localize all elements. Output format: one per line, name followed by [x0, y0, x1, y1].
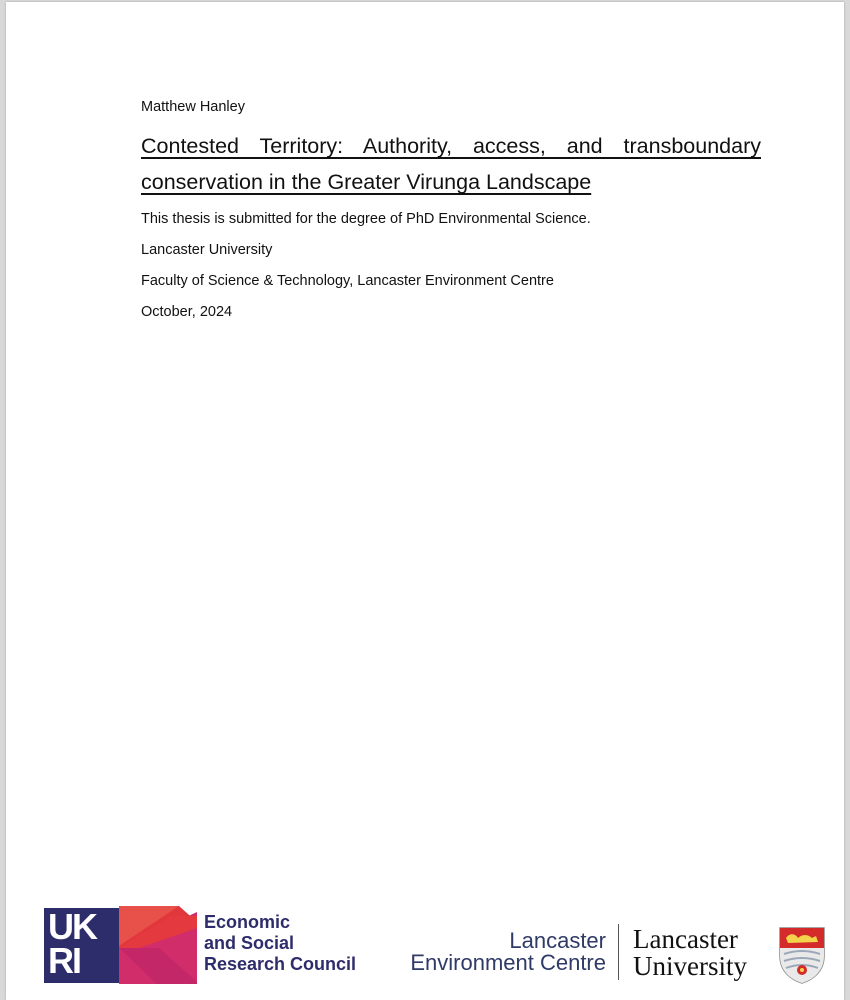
- esrc-logo-text: [204, 912, 356, 975]
- lancaster-university-logo-text: [633, 926, 747, 980]
- lec-line2: Environment Centre: [410, 950, 606, 975]
- lu-line2: University: [633, 951, 747, 981]
- title-page-text: [141, 98, 761, 334]
- thesis-title: Contested Territory: Authority, access, and transboundary conservation in the Greater Virunga Landscape: [141, 134, 761, 194]
- esrc-line3: Research Council: [204, 954, 357, 974]
- logo-divider: [618, 924, 619, 980]
- lec-line1: Lancaster: [509, 928, 606, 953]
- faculty-name: Faculty of Science & Technology, Lancaster Environment Centre: [141, 273, 554, 289]
- ukri-logo: [44, 908, 119, 983]
- lu-line1: Lancaster: [633, 924, 738, 954]
- logo-strip: [6, 892, 844, 992]
- document-page: [6, 2, 844, 1000]
- institution-name: Lancaster University: [141, 242, 273, 258]
- submission-date: October, 2024: [141, 304, 233, 320]
- university-crest-icon: [778, 926, 826, 984]
- esrc-line2: and Social: [204, 933, 295, 953]
- ukri-letters: [48, 906, 115, 981]
- lec-logo-text: [410, 930, 606, 974]
- esrc-line1: Economic: [204, 912, 291, 932]
- author-name: Matthew Hanley: [141, 99, 245, 115]
- ukri-letters-line2: RI: [48, 940, 80, 981]
- ukri-letters-line1: UK: [48, 906, 96, 947]
- submission-statement: This thesis is submitted for the degree of PhD Environmental Science.: [141, 211, 591, 227]
- ukri-chevron-icon: [119, 898, 197, 984]
